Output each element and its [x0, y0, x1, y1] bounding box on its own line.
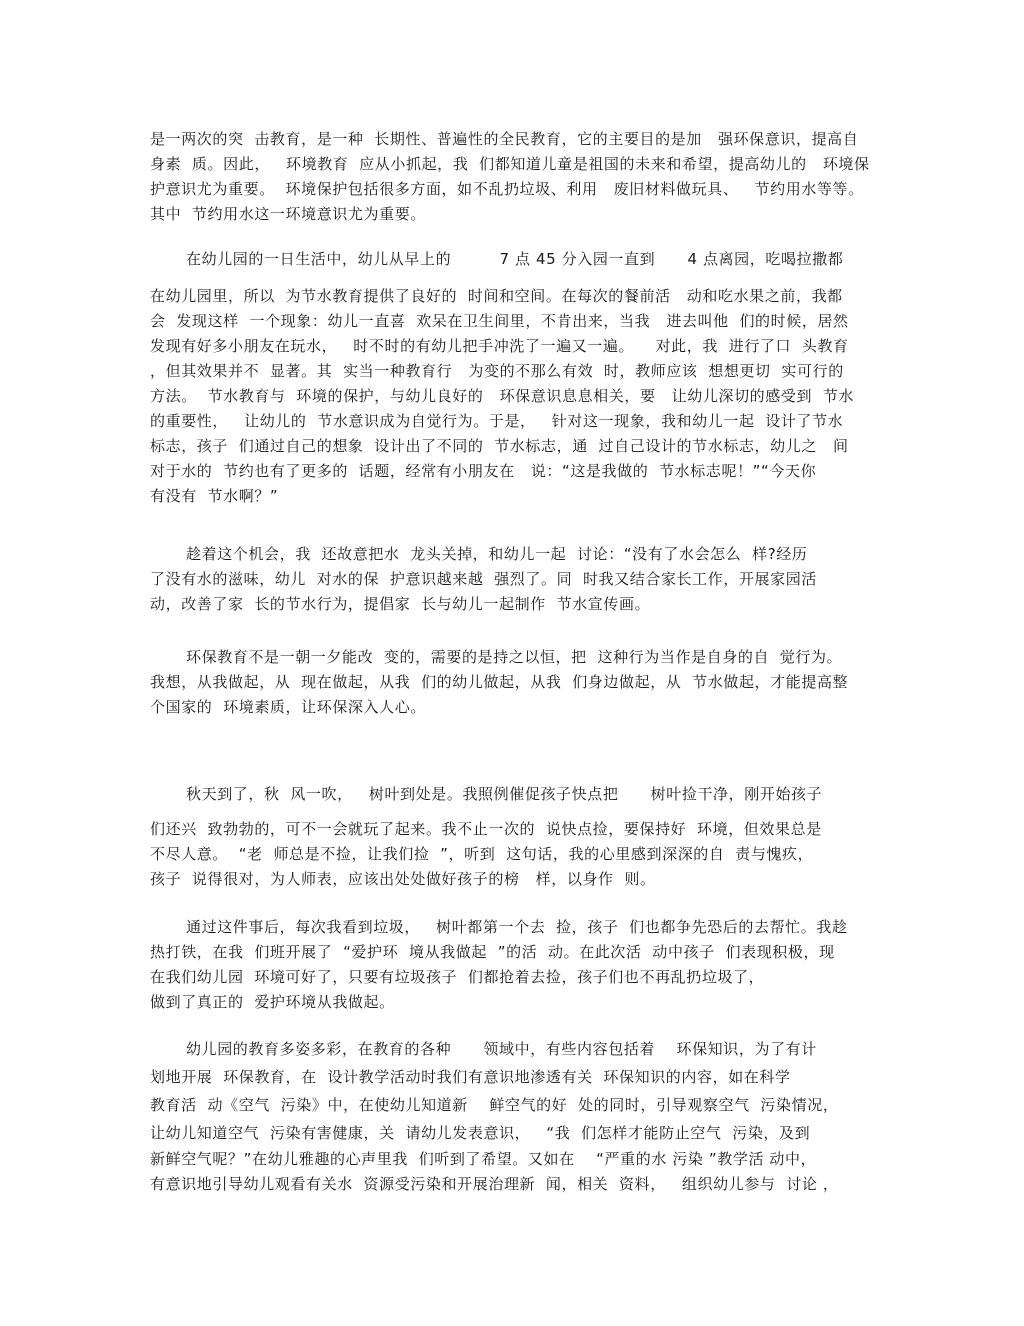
- paragraph-7-line-4: 让幼儿知道空气 污染有害健康，关 请幼儿发表意识， “我 们怎样才能防止空气 污染，及到: [150, 1124, 811, 1142]
- paragraph-2-line-9: 对于水的 节约也有了更多的 话题，经常有小朋友在 说：“这是我做的 节水标志呢！”“今天你: [150, 462, 817, 480]
- paragraph-6-line-1: 通过这件事后，每次我看到垃圾， 树叶都第一个去 捡，孩子 们也都争先恐后的去帮忙。我趁: [186, 918, 848, 936]
- paragraph-1-line-4: 其中 节约用水这一环境意识尤为重要。: [150, 205, 426, 223]
- paragraph-3-line-1: 趁着这个机会，我 还故意把水 龙头关掉，和幼儿一起 讨论：“没有了水会怎么 样?经历: [186, 545, 808, 563]
- paragraph-2-line-3: 会 发现这样 一个现象：幼儿一直喜 欢呆在卫生间里，不肯出来，当我 进去叫他 们的时候，居然: [150, 312, 849, 330]
- paragraph-1-line-3: 护意识尤为重要。 环境保护包括很多方面，如不乱扔垃圾、利用 废旧材料做玩具、 节约用水等等。: [150, 180, 864, 198]
- paragraph-2-line-4: 发现有好多小朋友在玩水， 时不时的有幼儿把手冲洗了一遍又一遍。 对此，我 进行了口 头教育: [150, 337, 849, 355]
- paragraph-5-line-1: 秋天到了，秋 风一吹， 树叶到处是。我照例催促孩子快点把 树叶捡干净，刚开始孩子: [186, 785, 823, 803]
- paragraph-6-line-3: 在我们幼儿园 环境可好了，只要有垃圾孩子 们都抢着去捡，孩子们也不再乱扔垃圾了，: [150, 968, 765, 986]
- paragraph-4-line-2: 我想，从我做起，从 现在做起，从我 们的幼儿做起，从我 们身边做起，从 节水做起，才能提高整: [150, 673, 849, 691]
- paragraph-4-line-1: 环保教育不是一朝一夕能改 变的，需要的是持之以恒，把 这种行为当作是自身的自 觉行为。: [186, 648, 843, 666]
- paragraph-3-line-3: 动，改善了家 长的节水行为，提倡家 长与幼儿一起制作 节水宣传画。: [150, 595, 651, 613]
- paragraph-2-line-8: 标志，孩子 们通过自己的想象 设计出了不同的 节水标志，通 过自己设计的节水标志，幼儿之 间: [150, 437, 849, 455]
- paragraph-1-line-2: 身素 质。因此， 环境教育 应从小抓起，我 们都知道儿童是祖国的未来和希望，提高幼儿的 环境保: [150, 155, 870, 173]
- paragraph-2-line-1: 在幼儿园的一日生活中，幼儿从早上的 7 点 45 分入园一直到 4 点离园，吃喝拉撒都: [186, 250, 844, 268]
- paragraph-3-line-2: 了没有水的滋味，幼儿 对水的保 护意识越来越 强烈了。同 时我又结合家长工作，开展家园活: [150, 570, 817, 588]
- paragraph-6-line-2: 热打铁，在我 们班开展了 “爱护环 境从我做起 ”的活 动。在此次活 动中孩子 们表现积极，现: [150, 943, 835, 961]
- paragraph-7-line-3: 教育活 动《空气 污染》中，在使幼儿知道新 鲜空气的好 处的同时，引导观察空气 污染情况，: [150, 1096, 839, 1114]
- paragraph-2-line-5: ，但其效果并不 显著。其 实当一种教育行 为变的不那么有效 时，教师应该 想想更切 实可行的: [150, 362, 844, 380]
- paragraph-5-line-4: 孩子 说得很对，为人师表，应该出处处做好孩子的榜 样，以身作 则。: [150, 870, 656, 888]
- paragraph-7-line-6: 有意识地引导幼儿观看有关水 资源受污染和开展治理新 闻，相关 资料， 组织幼儿参与 讨论 ，: [150, 1175, 839, 1193]
- paragraph-4-line-3: 个国家的 环境素质，让环保深入人心。: [150, 698, 426, 716]
- paragraph-2-line-6: 方法。 节水教育与 环境的保护，与幼儿良好的 环保意识息息相关，要 让幼儿深切的感受到 节水: [150, 387, 855, 405]
- paragraph-2-line-2: 在幼儿园里，所以 为节水教育提供了良好的 时间和空间。在每次的餐前活 动和吃水果之前，我都: [150, 287, 843, 305]
- paragraph-1-line-1: 是一两次的突 击教育，是一种 长期性、普遍性的全民教育，它的主要目的是加 强环保意识，提高自: [150, 130, 859, 148]
- paragraph-2-line-10: 有没有 节水啊？”: [150, 487, 279, 505]
- paragraph-6-line-4: 做到了真正的 爱护环境从我做起。: [150, 993, 395, 1011]
- paragraph-5-line-2: 们还兴 致勃勃的，可不一会就玩了起来。我不止一次的 说快点捡，要保持好 环境，但效果总是: [150, 820, 822, 838]
- paragraph-5-line-3: 不尽人意。 “老 师总是不捡，让我们捡 ”，听到 这句话，我的心里感到深深的自 责与愧疚，: [150, 845, 814, 863]
- paragraph-2-line-7: 的重要性， 让幼儿的 节水意识成为自觉行为。于是， 针对这一现象，我和幼儿一起 设计了节水: [150, 412, 844, 430]
- paragraph-7-line-5: 新鲜空气呢？”在幼儿雅趣的心声里我 们听到了希望。又如在 “严重的水 污染 ”教学活 动中，: [150, 1150, 817, 1168]
- paragraph-7-line-1: 幼儿园的教育多姿多彩，在教育的各种 领域中，有些内容包括着 环保知识，为了有计: [186, 1040, 817, 1058]
- paragraph-7-line-2: 划地开展 环保教育，在 设计教学活动时我们有意识地渗透有关 环保知识的内容，如在科学: [150, 1068, 791, 1086]
